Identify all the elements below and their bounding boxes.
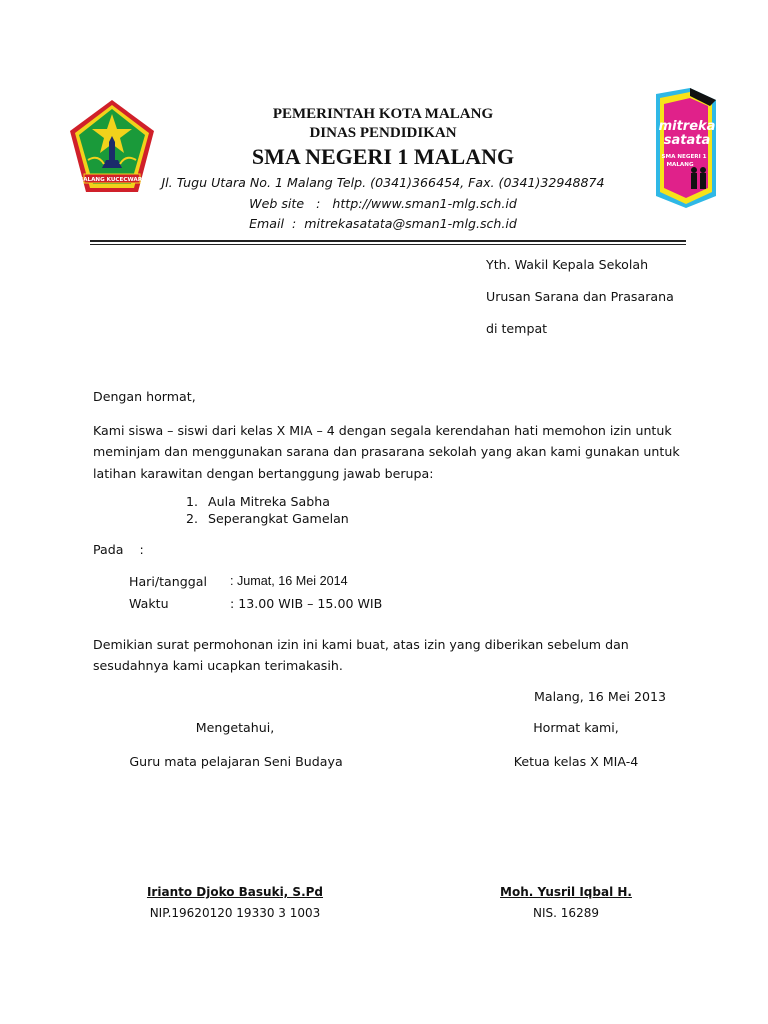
day-value: : Jumat, 16 Mei 2014 <box>230 574 348 588</box>
list-item-number: 1. <box>186 494 199 509</box>
mitreka-satata-school-logo <box>650 86 722 210</box>
time-value: : 13.00 WIB – 15.00 WIB <box>230 596 383 611</box>
letterhead-address: Jl. Tugu Utara No. 1 Malang Telp. (0341)366454, Fax. (0341)32948874 <box>161 175 605 190</box>
time-label: Waktu <box>129 596 169 611</box>
logo-word-mitreka: mitreka <box>658 119 716 134</box>
addressee-line: di tempat <box>486 321 548 336</box>
letter-body-paragraph: Kami siswa – siswi dari kelas X MIA – 4 dengan segala kerendahan hati memohon izin untuk meminjam dan menggunakan sarana dan prasarana sekolah yang akan kami gunakan untuk latihan karawitan dengan bertanggung jawab berupa: <box>93 423 680 481</box>
left-signer-name: Irianto Djoko Basuki, S.Pd <box>146 885 324 899</box>
addressee-line: Urusan Sarana dan Prasarana <box>486 289 674 304</box>
right-signer-id: NIS. 16289 <box>533 906 599 920</box>
schedule-intro: Pada : <box>93 542 144 557</box>
addressee-line: Yth. Wakil Kepala Sekolah <box>486 257 649 272</box>
list-item: Seperangkat Gamelan <box>208 511 349 526</box>
day-label: Hari/tanggal <box>129 574 207 589</box>
left-signer-intro: Mengetahui, <box>195 720 275 735</box>
letterhead-department: DINAS PENDIDIKAN <box>309 125 457 141</box>
letterhead-rule-thick <box>90 240 686 242</box>
letterhead-rule-thin <box>90 244 686 245</box>
logo-school-text: SMA NEGERI 1 <box>661 154 707 160</box>
letterhead-email: Email : mitrekasatata@sman1-mlg.sch.id <box>249 216 517 231</box>
malang-city-crest-logo <box>68 98 156 196</box>
logo-city-text: MALANG <box>666 162 694 168</box>
list-item-number: 2. <box>186 511 199 526</box>
closing-paragraph: Demikian surat permohonan izin ini kami buat, atas izin yang diberikan sebelum dan sesudahnya kami ucapkan terimakasih. <box>93 637 629 674</box>
list-item: Aula Mitreka Sabha <box>208 494 330 509</box>
greeting: Dengan hormat, <box>93 389 196 404</box>
logo-word-satata: satata <box>663 133 711 148</box>
left-signer-id: NIP.19620120 19330 3 1003 <box>149 906 321 920</box>
letterhead-school-name: SMA NEGERI 1 MALANG <box>251 144 515 169</box>
left-signer-role: Guru mata pelajaran Seni Budaya <box>129 754 343 769</box>
letterhead-government: PEMERINTAH KOTA MALANG <box>272 106 494 122</box>
right-signer-role: Ketua kelas X MIA-4 <box>513 754 639 769</box>
letterhead-website: Web site : http://www.sman1-mlg.sch.id <box>249 196 517 211</box>
right-signer-intro: Hormat kami, <box>533 720 619 735</box>
crest-motto-text: MALANG KUCECWARA <box>77 177 147 183</box>
place-date: Malang, 16 Mei 2013 <box>534 689 666 704</box>
right-signer-name: Moh. Yusril Iqbal H. <box>500 885 632 899</box>
